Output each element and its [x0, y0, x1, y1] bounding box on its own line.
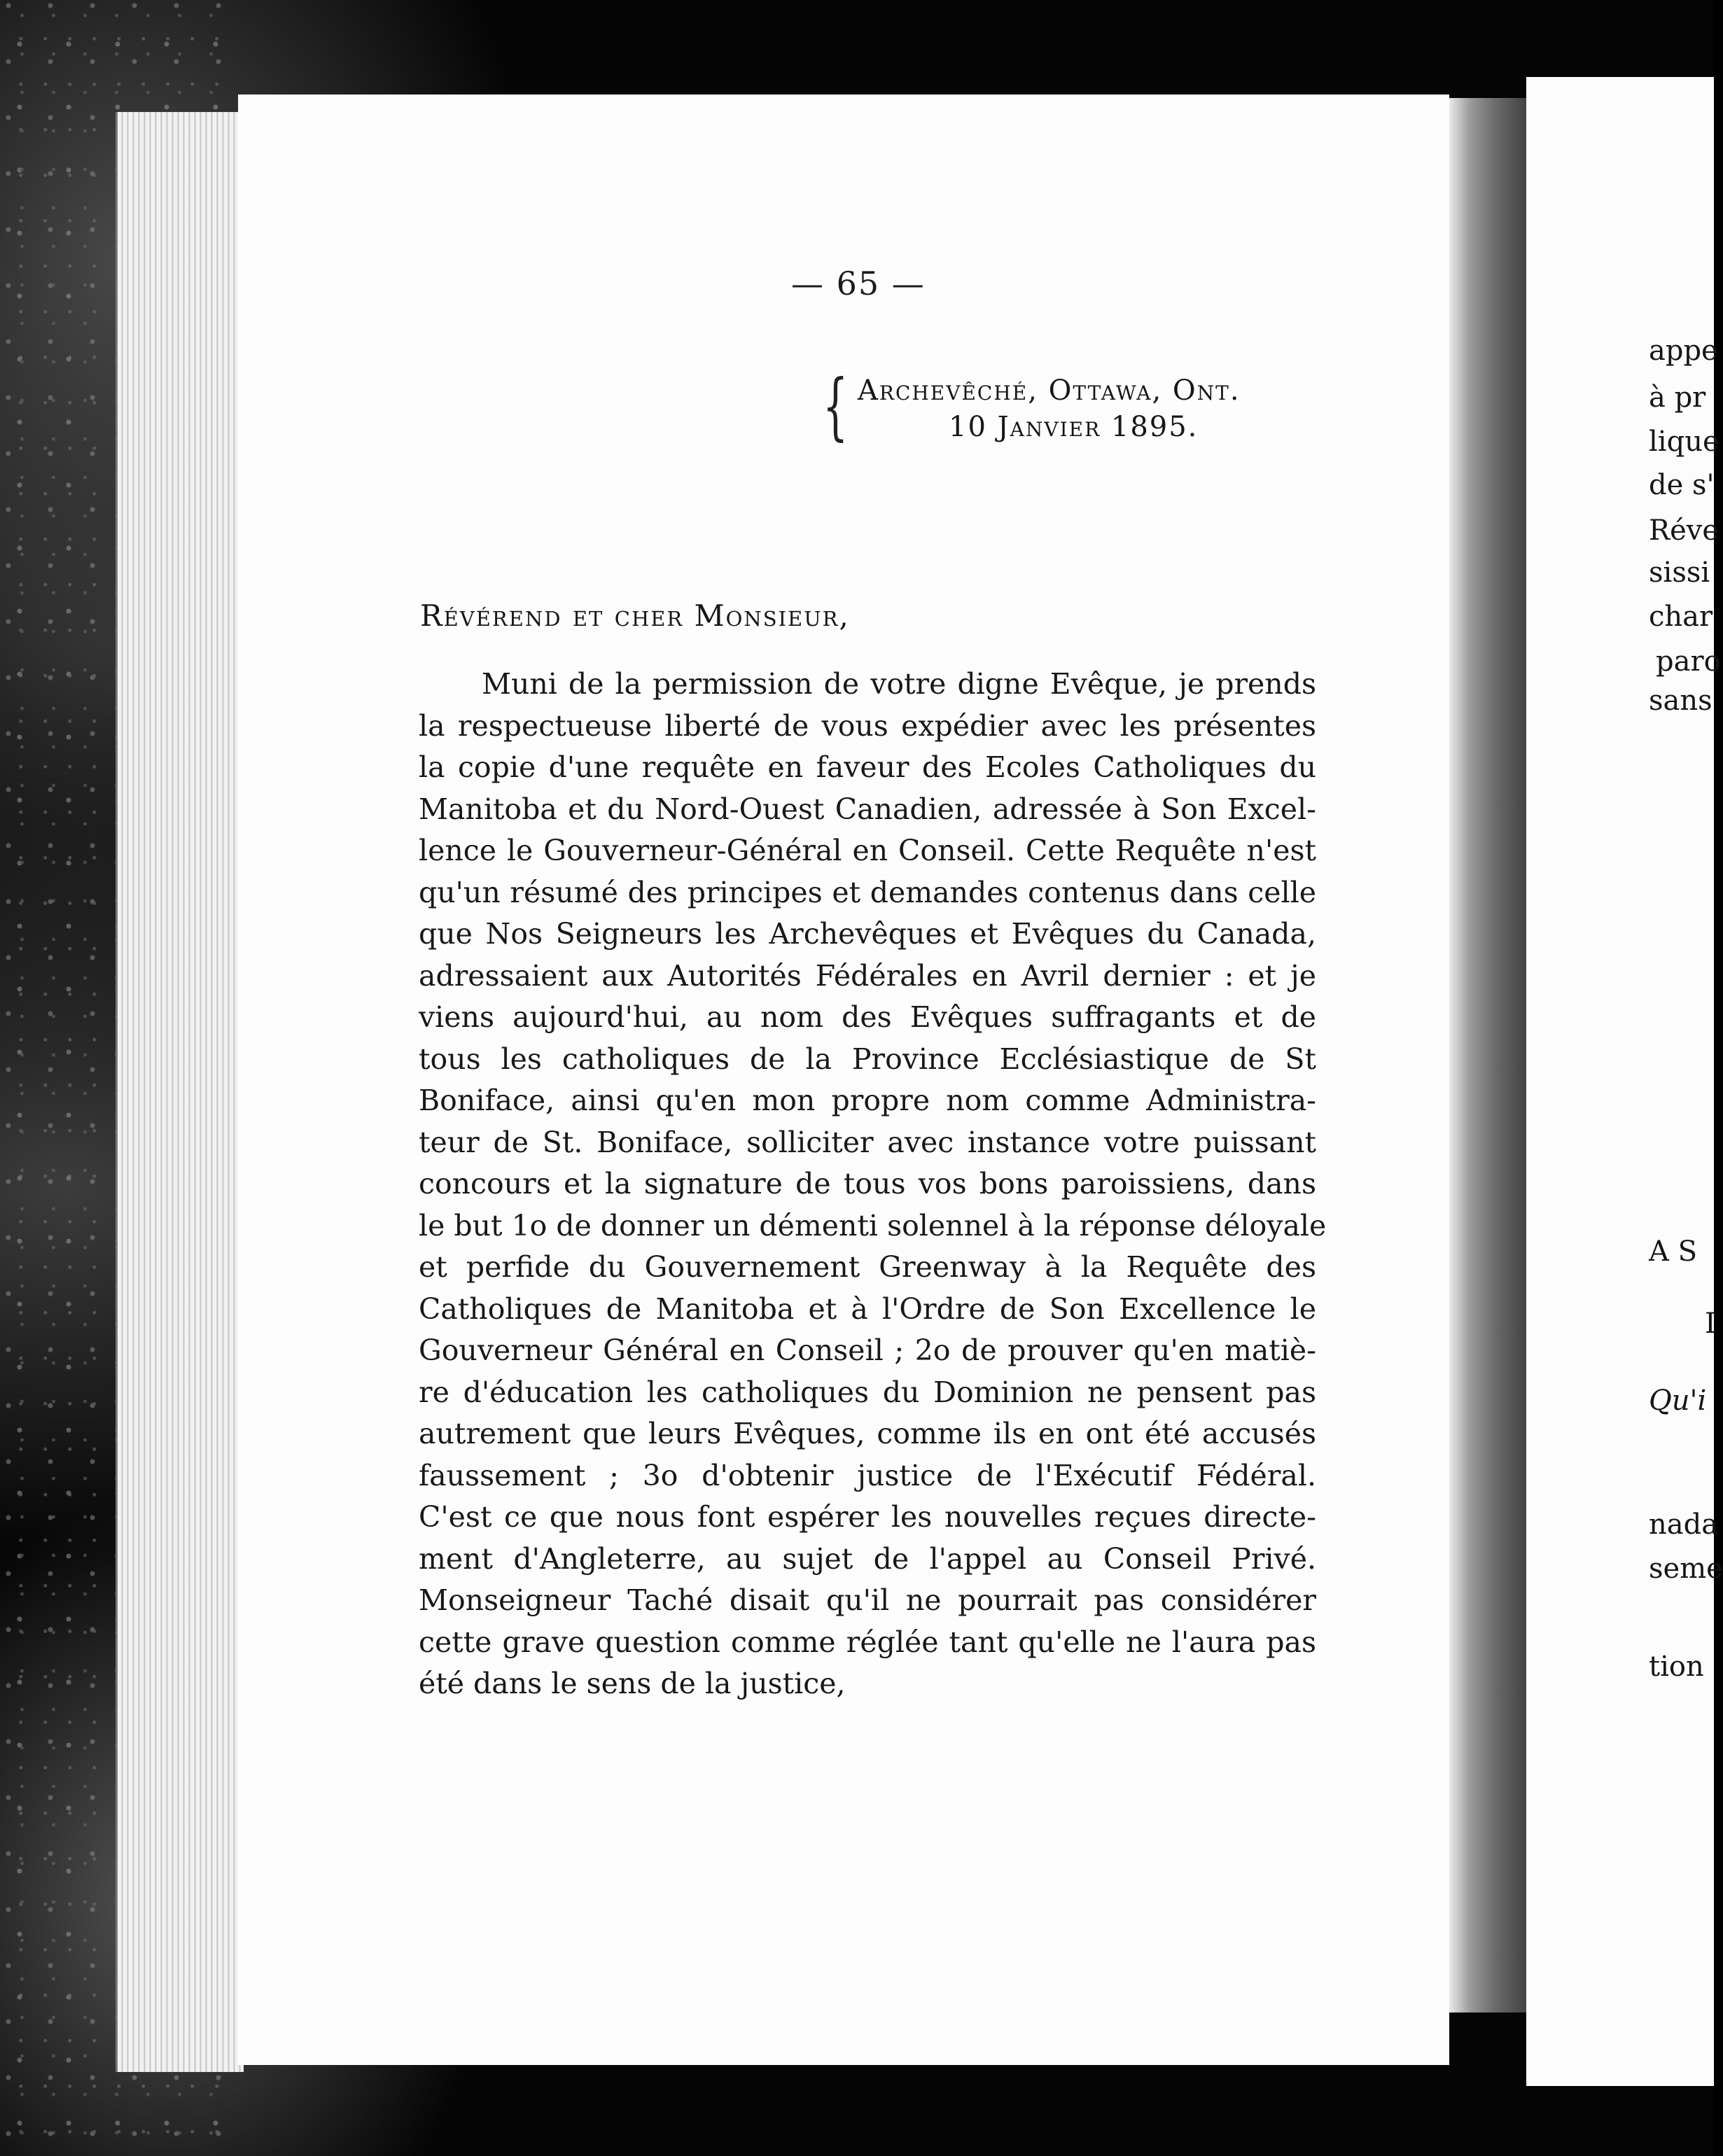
- facing-page-fragment: à pr: [1649, 382, 1706, 414]
- facing-page-fragment: seme: [1649, 1553, 1723, 1585]
- facing-page-fragment: de s': [1649, 469, 1715, 501]
- dateline-brace: {: [823, 363, 849, 449]
- body-line: Muni de la permission de votre digne Evêque, je prends: [482, 667, 1316, 701]
- body-line: la respectueuse liberté de vous expédier avec les présentes: [419, 708, 1316, 743]
- body-line: été dans le sens de la justice,: [419, 1667, 846, 1700]
- body-line: faussement ; 3o d'obtenir justice de l'Exécutif Fédéral.: [419, 1458, 1316, 1492]
- body-line: Monseigneur Taché disait qu'il ne pourrait pas considérer: [419, 1583, 1316, 1617]
- body-line: et perfide du Gouvernement Greenway à la Requête des: [419, 1250, 1316, 1284]
- body-line: ment d'Angleterre, au sujet de l'appel au Conseil Privé.: [419, 1541, 1316, 1576]
- body-line: Boniface, ainsi qu'en mon propre nom comme Administra-: [419, 1084, 1316, 1117]
- body-line: re d'éducation les catholiques du Dominion ne pensent pas: [419, 1375, 1316, 1409]
- book-gutter: [1449, 98, 1533, 2012]
- facing-page-fragment: char: [1649, 601, 1713, 633]
- facing-page-fragment: appe: [1649, 335, 1718, 367]
- body-line: teur de St. Boniface, solliciter avec instance votre puissant: [419, 1125, 1316, 1159]
- body-line: autrement que leurs Evêques, comme ils en ont été accusés: [419, 1417, 1316, 1450]
- facing-page-fragment: sissi: [1649, 556, 1710, 589]
- facing-page-fragment: I: [1705, 1308, 1716, 1340]
- facing-page-fragment: Réve: [1649, 514, 1719, 547]
- body-line: adressaient aux Autorités Fédérales en Avril dernier : et je: [419, 958, 1316, 993]
- body-line: C'est ce que nous font espérer les nouvelles reçues directe-: [419, 1500, 1316, 1534]
- body-line: le but 1o de donner un démenti solennel à la réponse déloyale: [419, 1208, 1327, 1242]
- letter-body: [419, 664, 1327, 1705]
- body-line: que Nos Seigneurs les Archevêques et Evêques du Canada,: [419, 917, 1316, 951]
- facing-page-fragment: paro: [1656, 645, 1721, 678]
- body-line: Catholiques de Manitoba et à l'Ordre de Son Excellence le: [419, 1292, 1316, 1326]
- facing-page-fragment: Qu'i: [1649, 1385, 1707, 1417]
- facing-page-fragment: nada: [1649, 1508, 1719, 1541]
- body-line: cette grave question comme réglée tant qu'elle ne l'aura pas: [419, 1625, 1316, 1659]
- facing-page-fragment: sans: [1649, 685, 1712, 717]
- dateline-date: 10 Janvier 1895.: [949, 411, 1199, 443]
- body-line: concours et la signature de tous vos bons paroissiens, dans: [419, 1167, 1316, 1200]
- salutation: Révérend et cher Monsieur,: [420, 598, 850, 633]
- page-number: — 65 —: [791, 265, 926, 302]
- facing-page-fragment: lique: [1649, 426, 1719, 458]
- facing-page-fragment: A S: [1649, 1236, 1698, 1268]
- body-line: lence le Gouverneur-Général en Conseil. Cette Requête n'est: [419, 834, 1316, 867]
- body-line: viens aujourd'hui, au nom des Evêques suffragants et de: [419, 1000, 1316, 1034]
- body-line: tous les catholiques de la Province Ecclésiastique de St: [419, 1042, 1316, 1076]
- facing-page: [1526, 77, 1714, 2086]
- dateline-place: Archevêché, Ottawa, Ont.: [858, 374, 1241, 407]
- dateline: [858, 372, 1362, 445]
- body-line: Gouverneur Général en Conseil ; 2o de prouver qu'en matiè-: [419, 1334, 1316, 1367]
- body-line: Manitoba et du Nord-Ouest Canadien, adressée à Son Excel-: [419, 792, 1316, 826]
- body-line: la copie d'une requête en faveur des Ecoles Catholiques du: [419, 750, 1316, 784]
- facing-page-fragment: tion: [1649, 1651, 1704, 1683]
- book-page-edges: [116, 112, 244, 2072]
- body-line: qu'un résumé des principes et demandes contenus dans celle: [419, 875, 1316, 909]
